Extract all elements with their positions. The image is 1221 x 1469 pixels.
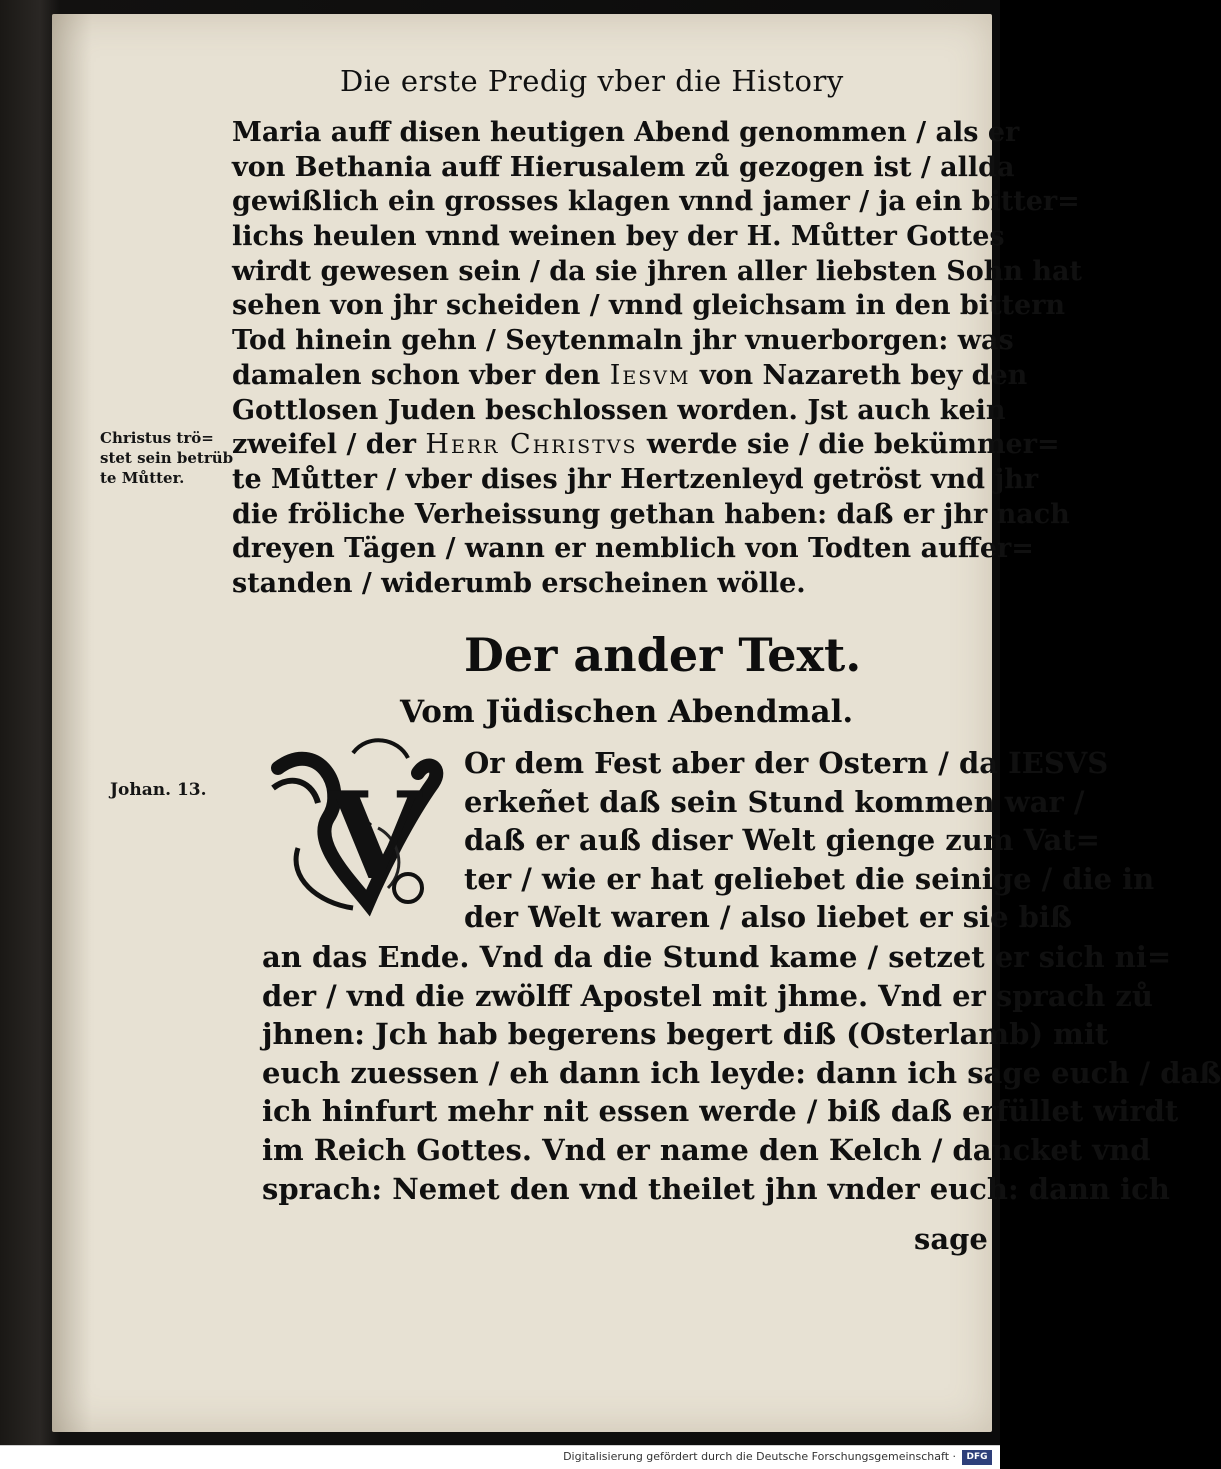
marginal-line: te Můtter. [100, 469, 185, 487]
text-line: Or dem Fest aber der Ostern / da IESVS [464, 746, 1109, 780]
marginal-line: Christus trö= [100, 429, 214, 447]
text-line: wirdt gewesen sein / da sie jhren aller liebsten Sohn hat [232, 255, 1082, 287]
paragraph-1 [232, 116, 1082, 602]
running-head: Die erste Predig vber die History [340, 64, 844, 98]
text-line: te Můtter / vber dises jhr Hertzenleyd getröst vnd jhr [232, 463, 1039, 495]
text-line: an das Ende. Vnd da die Stund kame / setzet er sich ni= [262, 940, 1172, 974]
bible-reference: Johan. 13. [110, 780, 207, 800]
text-line: im Reich Gottes. Vnd er name den Kelch / dancket vnd [262, 1132, 1151, 1167]
text-line: die fröliche Verheissung gethan haben: daß er jhr nach [232, 498, 1070, 530]
text-line: sprach: Nemet den vnd theilet jhn vnder euch: dann ich [262, 1171, 1170, 1206]
marginal-note [100, 428, 235, 488]
text-line: Tod hinein gehn / Seytenmaln jhr vnuerborgen: was [232, 325, 1014, 357]
text-line: der Welt waren / also liebet er sie biß [464, 900, 1072, 935]
marginal-line: stet sein betrüb [100, 449, 234, 467]
text-line: sehen von jhr scheiden / vnnd gleichsam in den bittern [232, 290, 1066, 322]
small-caps-name: Herr Christvs [425, 429, 638, 461]
text-line: lichs heulen vnnd weinen bey der H. Můtter Gottes [232, 221, 1005, 253]
text-line: daß er auß diser Welt gienge zum Vat= [464, 823, 1100, 858]
section-title: Der ander Text. [464, 628, 862, 682]
paragraph-2-indented [464, 744, 1155, 937]
text-line: ich hinfurt mehr nit essen werde / biß daß erfüllet wirdt [262, 1094, 1179, 1129]
text-fragment: werde sie / die bekümmer= [646, 429, 1060, 461]
text-line: euch zuessen / eh dann ich leyde: dann ich sage euch / daß [262, 1055, 1221, 1090]
text-line: ter / wie er hat geliebet die seinige / die in [464, 861, 1155, 896]
text-line: von Bethania auff Hierusalem zů gezogen ist / allda [232, 151, 1015, 183]
text-line [232, 428, 1060, 463]
text-fragment: von Nazareth bey den [699, 359, 1028, 391]
catchword: sage [914, 1222, 988, 1256]
dfg-logo-icon[interactable]: DFG [962, 1450, 992, 1465]
initial-letter: V [328, 766, 422, 907]
small-caps-name: Iesvm [609, 359, 691, 391]
page-gutter-shadow [52, 14, 92, 1432]
text-fragment: zweifel / der [232, 429, 417, 461]
text-line [232, 359, 1028, 394]
section-subtitle: Vom Jüdischen Abendmal. [400, 694, 854, 730]
text-line: jhnen: Jch hab begerens begert diß (Osterlamb) mit [262, 1017, 1109, 1052]
footer-credit: Digitalisierung gefördert durch die Deutsche Forschungsgemeinschaft · [563, 1450, 956, 1463]
text-line: gewißlich ein grosses klagen vnnd jamer / ja ein bitter= [232, 186, 1080, 218]
decorated-initial-v-icon [258, 728, 458, 928]
text-line: Maria auff disen heutigen Abend genommen / als er [232, 117, 1020, 148]
footer-bar [0, 1445, 1000, 1469]
text-line: standen / widerumb erscheinen wölle. [232, 567, 806, 599]
paragraph-2-full [262, 938, 1221, 1208]
text-line: erkeñet daß sein Stund kommen war / [464, 784, 1085, 819]
text-line: Gottlosen Juden beschlossen worden. Jst auch kein [232, 394, 1006, 426]
text-fragment: damalen schon vber den [232, 359, 601, 391]
text-line: der / vnd die zwölff Apostel mit jhme. Vnd er sprach zů [262, 978, 1153, 1013]
text-line: dreyen Tägen / wann er nemblich von Todten auffer= [232, 533, 1034, 565]
